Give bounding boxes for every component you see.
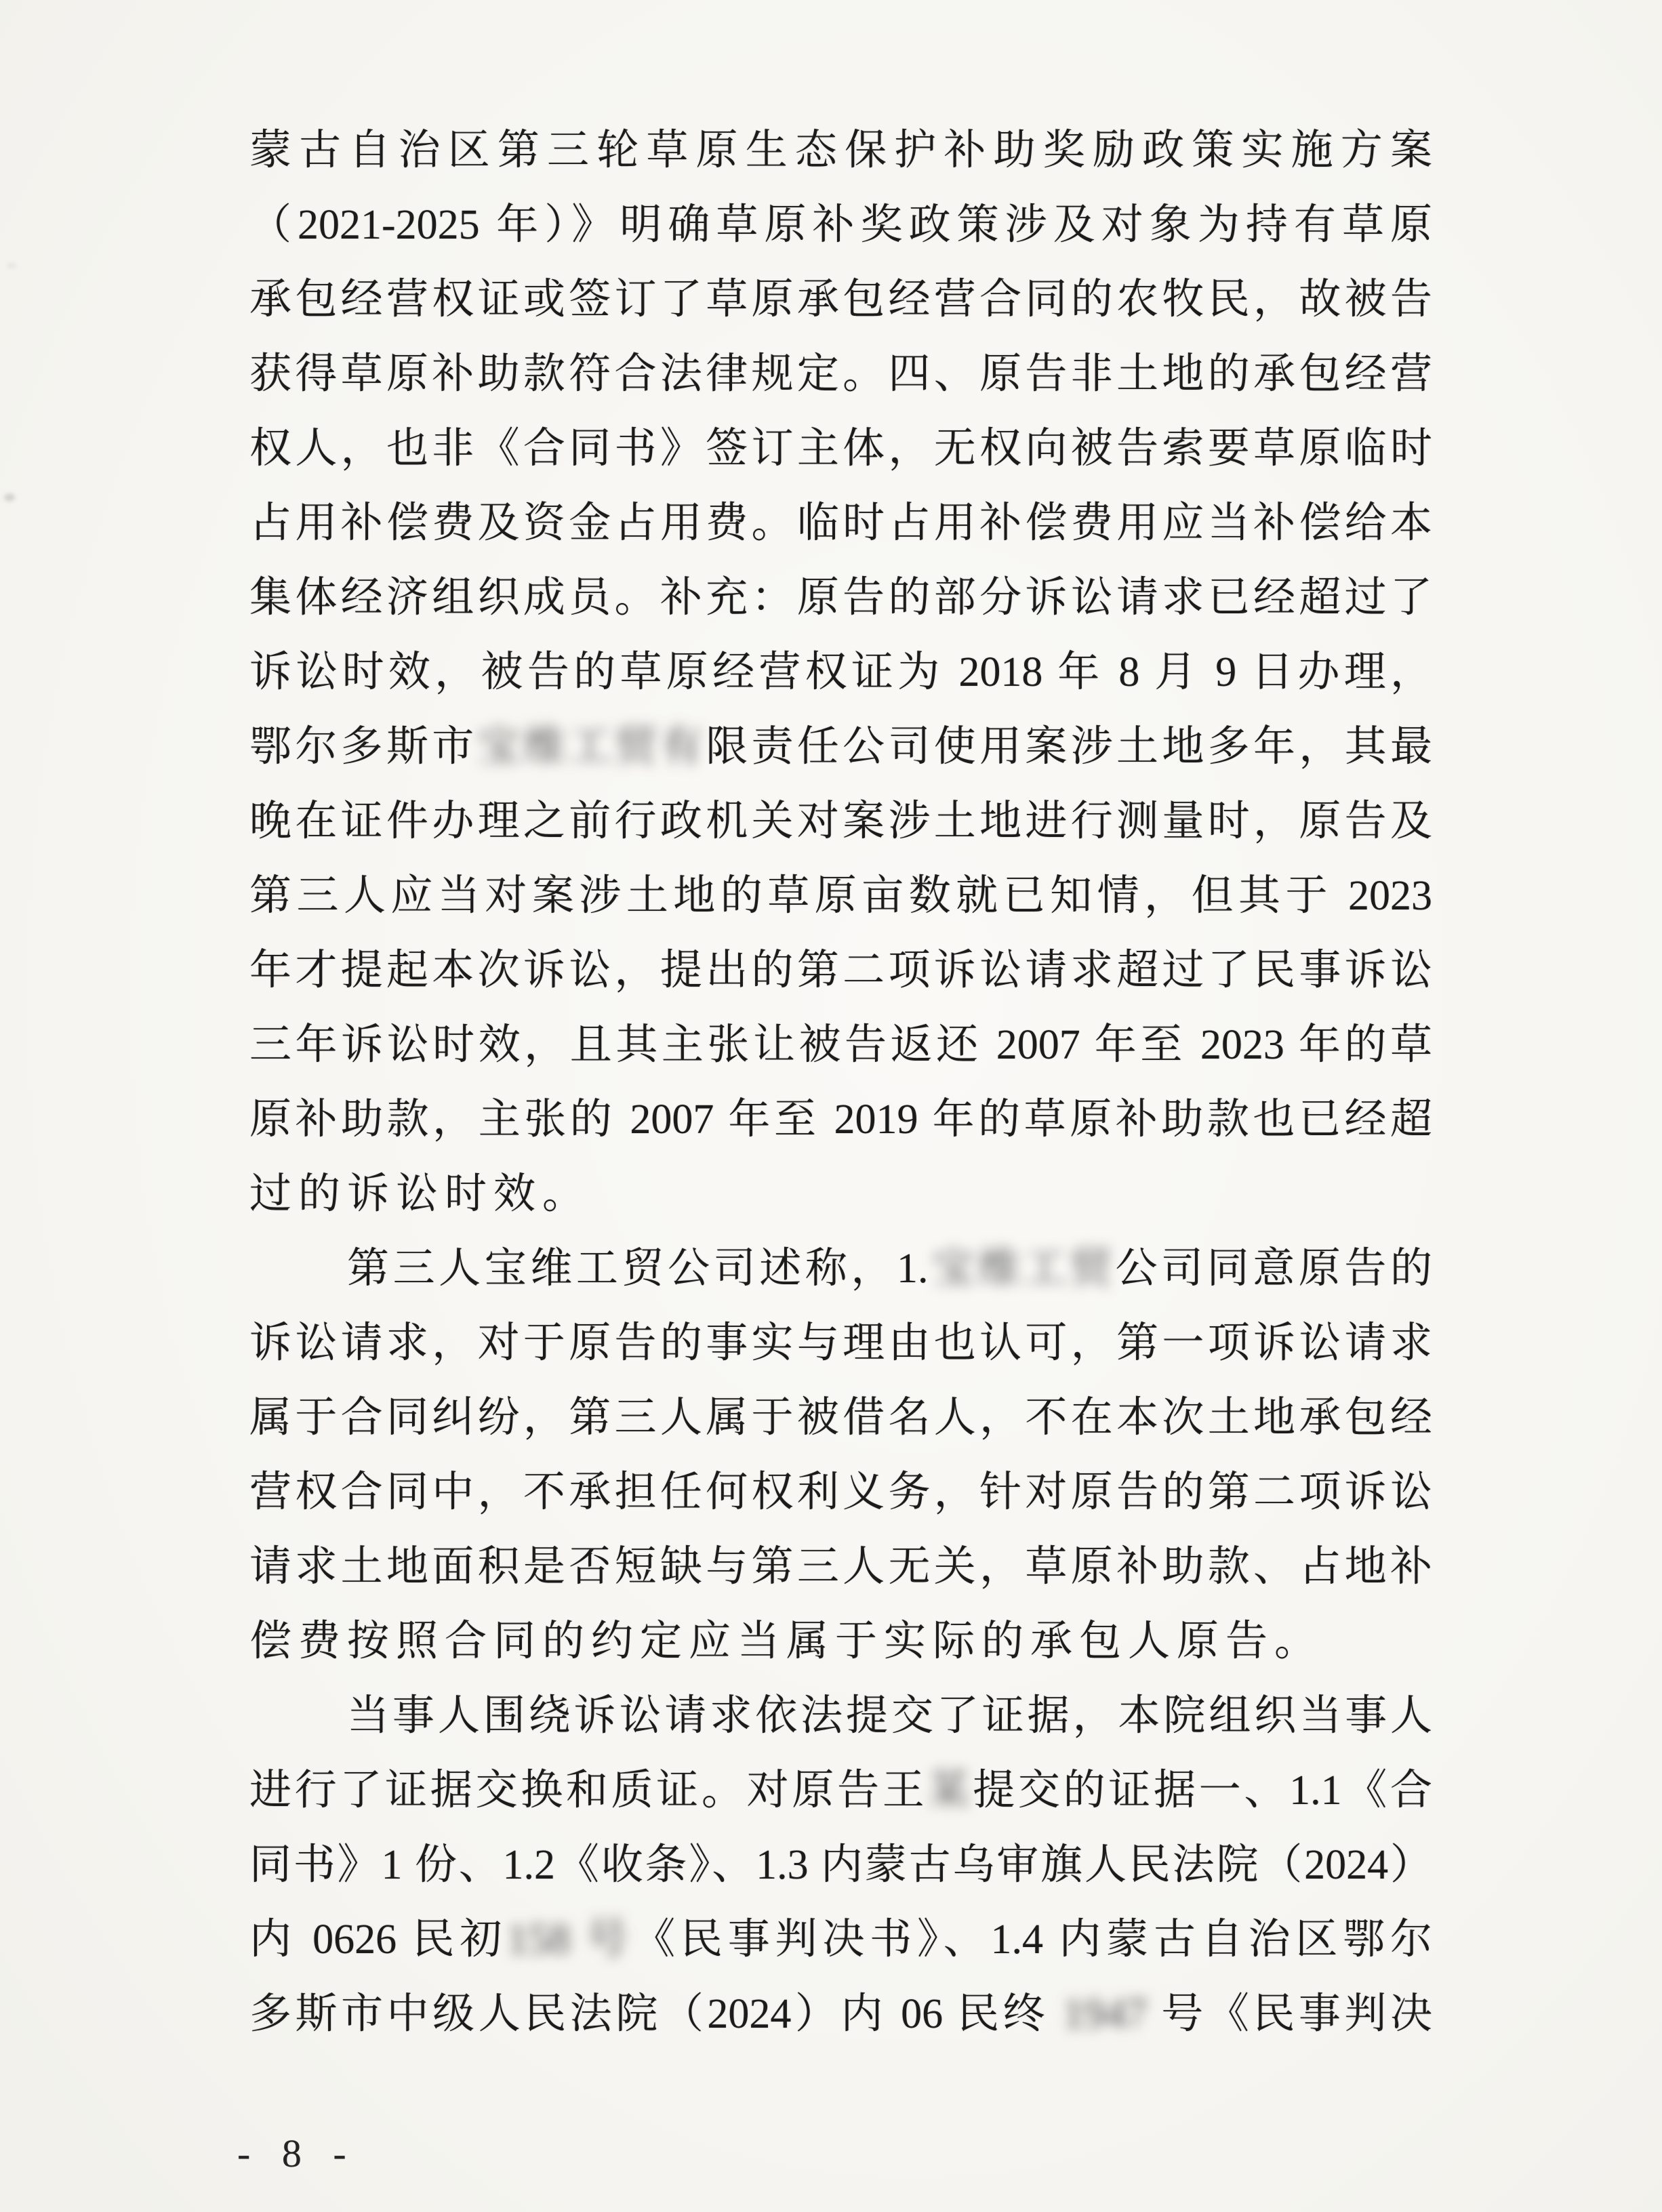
text-line: 权人，也非《合同书》签订主体，无权向被告索要草原临时 bbox=[249, 426, 1432, 472]
redacted-text: 宝维工贸有 bbox=[477, 724, 706, 770]
text-segment: 进行了证据交换和质证。对原告王 bbox=[249, 1767, 928, 1814]
page-number: - 8 - bbox=[237, 2131, 357, 2175]
scan-artifact bbox=[4, 493, 15, 501]
text-line: 承包经营权证或签订了草原承包经营合同的农牧民，故被告 bbox=[249, 276, 1432, 323]
text-line: 过的诉讼时效。 bbox=[249, 1171, 592, 1217]
text-line: 属于合同纠纷，第三人属于被借名人，不在本次土地承包经 bbox=[249, 1395, 1432, 1441]
text-line: 诉讼时效，被告的草原经营权证为 2018 年 8 月 9 日办理， bbox=[249, 649, 1432, 695]
text-segment: 鄂尔多斯市 bbox=[249, 724, 478, 770]
text-line: 第三人应当对案涉土地的草原亩数就已知情，但其于 2023 bbox=[249, 873, 1432, 919]
text-line bbox=[249, 1902, 1432, 1977]
redacted-text: 158 号 bbox=[507, 1917, 634, 1963]
text-segment: 提交的证据一、1.1《合 bbox=[973, 1767, 1432, 1814]
document-body bbox=[249, 113, 1432, 2051]
text-line: 三年诉讼时效，且其主张让被告返还 2007 年至 2023 年的草 bbox=[249, 1022, 1432, 1068]
text-line bbox=[249, 1753, 1432, 1828]
text-line: 原补助款，主张的 2007 年至 2019 年的草原补助款也已经超 bbox=[249, 1097, 1432, 1143]
text-line: 请求土地面积是否短缺与第三人无关，草原补助款、占地补 bbox=[249, 1544, 1432, 1590]
text-line: 占用补偿费及资金占用费。临时占用补偿费用应当补偿给本 bbox=[249, 500, 1432, 546]
text-line: 蒙古自治区第三轮草原生态保护补助奖励政策实施方案 bbox=[249, 127, 1432, 173]
text-segment: 内 0626 民初 bbox=[249, 1917, 508, 1963]
text-line bbox=[249, 1231, 1432, 1306]
text-segment: 公司同意原告的 bbox=[1115, 1246, 1432, 1292]
text-line: 获得草原补助款符合法律规定。四、原告非土地的承包经营 bbox=[249, 351, 1432, 397]
redacted-text: 1947 bbox=[1063, 1991, 1148, 2037]
text-line: 年才提起本次诉讼，提出的第二项诉讼请求超过了民事诉讼 bbox=[249, 947, 1432, 994]
scan-artifact bbox=[7, 263, 16, 268]
text-segment: 限责任公司使用案涉土地多年，其最 bbox=[706, 724, 1432, 770]
redacted-text: 某 bbox=[927, 1767, 973, 1814]
text-line bbox=[249, 710, 1432, 784]
text-segment: 多斯市中级人民法院（2024）内 06 民终 bbox=[249, 1991, 1063, 2037]
text-line: 集体经济组织成员。补充：原告的部分诉讼请求已经超过了 bbox=[249, 575, 1432, 621]
text-line: 当事人围绕诉讼请求依法提交了证据，本院组织当事人 bbox=[347, 1693, 1432, 1739]
text-segment: 《民事判决书》、1.4 内蒙古自治区鄂尔 bbox=[633, 1917, 1432, 1963]
text-line: 诉讼请求，对于原告的事实与理由也认可，第一项诉讼请求 bbox=[249, 1320, 1432, 1366]
text-line: 同书》1 份、1.2《收条》、1.3 内蒙古乌审旗人民法院（2024） bbox=[249, 1842, 1432, 1888]
text-line bbox=[249, 1977, 1432, 2051]
redacted-text: 宝维工贸 bbox=[928, 1246, 1116, 1292]
text-line: 晚在证件办理之前行政机关对案涉土地进行测量时，原告及 bbox=[249, 798, 1432, 844]
text-segment: 号《民事判决 bbox=[1147, 1991, 1432, 2037]
text-line: 偿费按照合同的约定应当属于实际的承包人原告。 bbox=[249, 1618, 1324, 1664]
text-segment: 第三人宝维工贸公司述称，1. bbox=[347, 1246, 929, 1292]
text-line: 营权合同中，不承担任何权利义务，针对原告的第二项诉讼 bbox=[249, 1469, 1432, 1515]
text-line: （2021-2025 年）》明确草原补奖政策涉及对象为持有草原 bbox=[249, 202, 1432, 248]
